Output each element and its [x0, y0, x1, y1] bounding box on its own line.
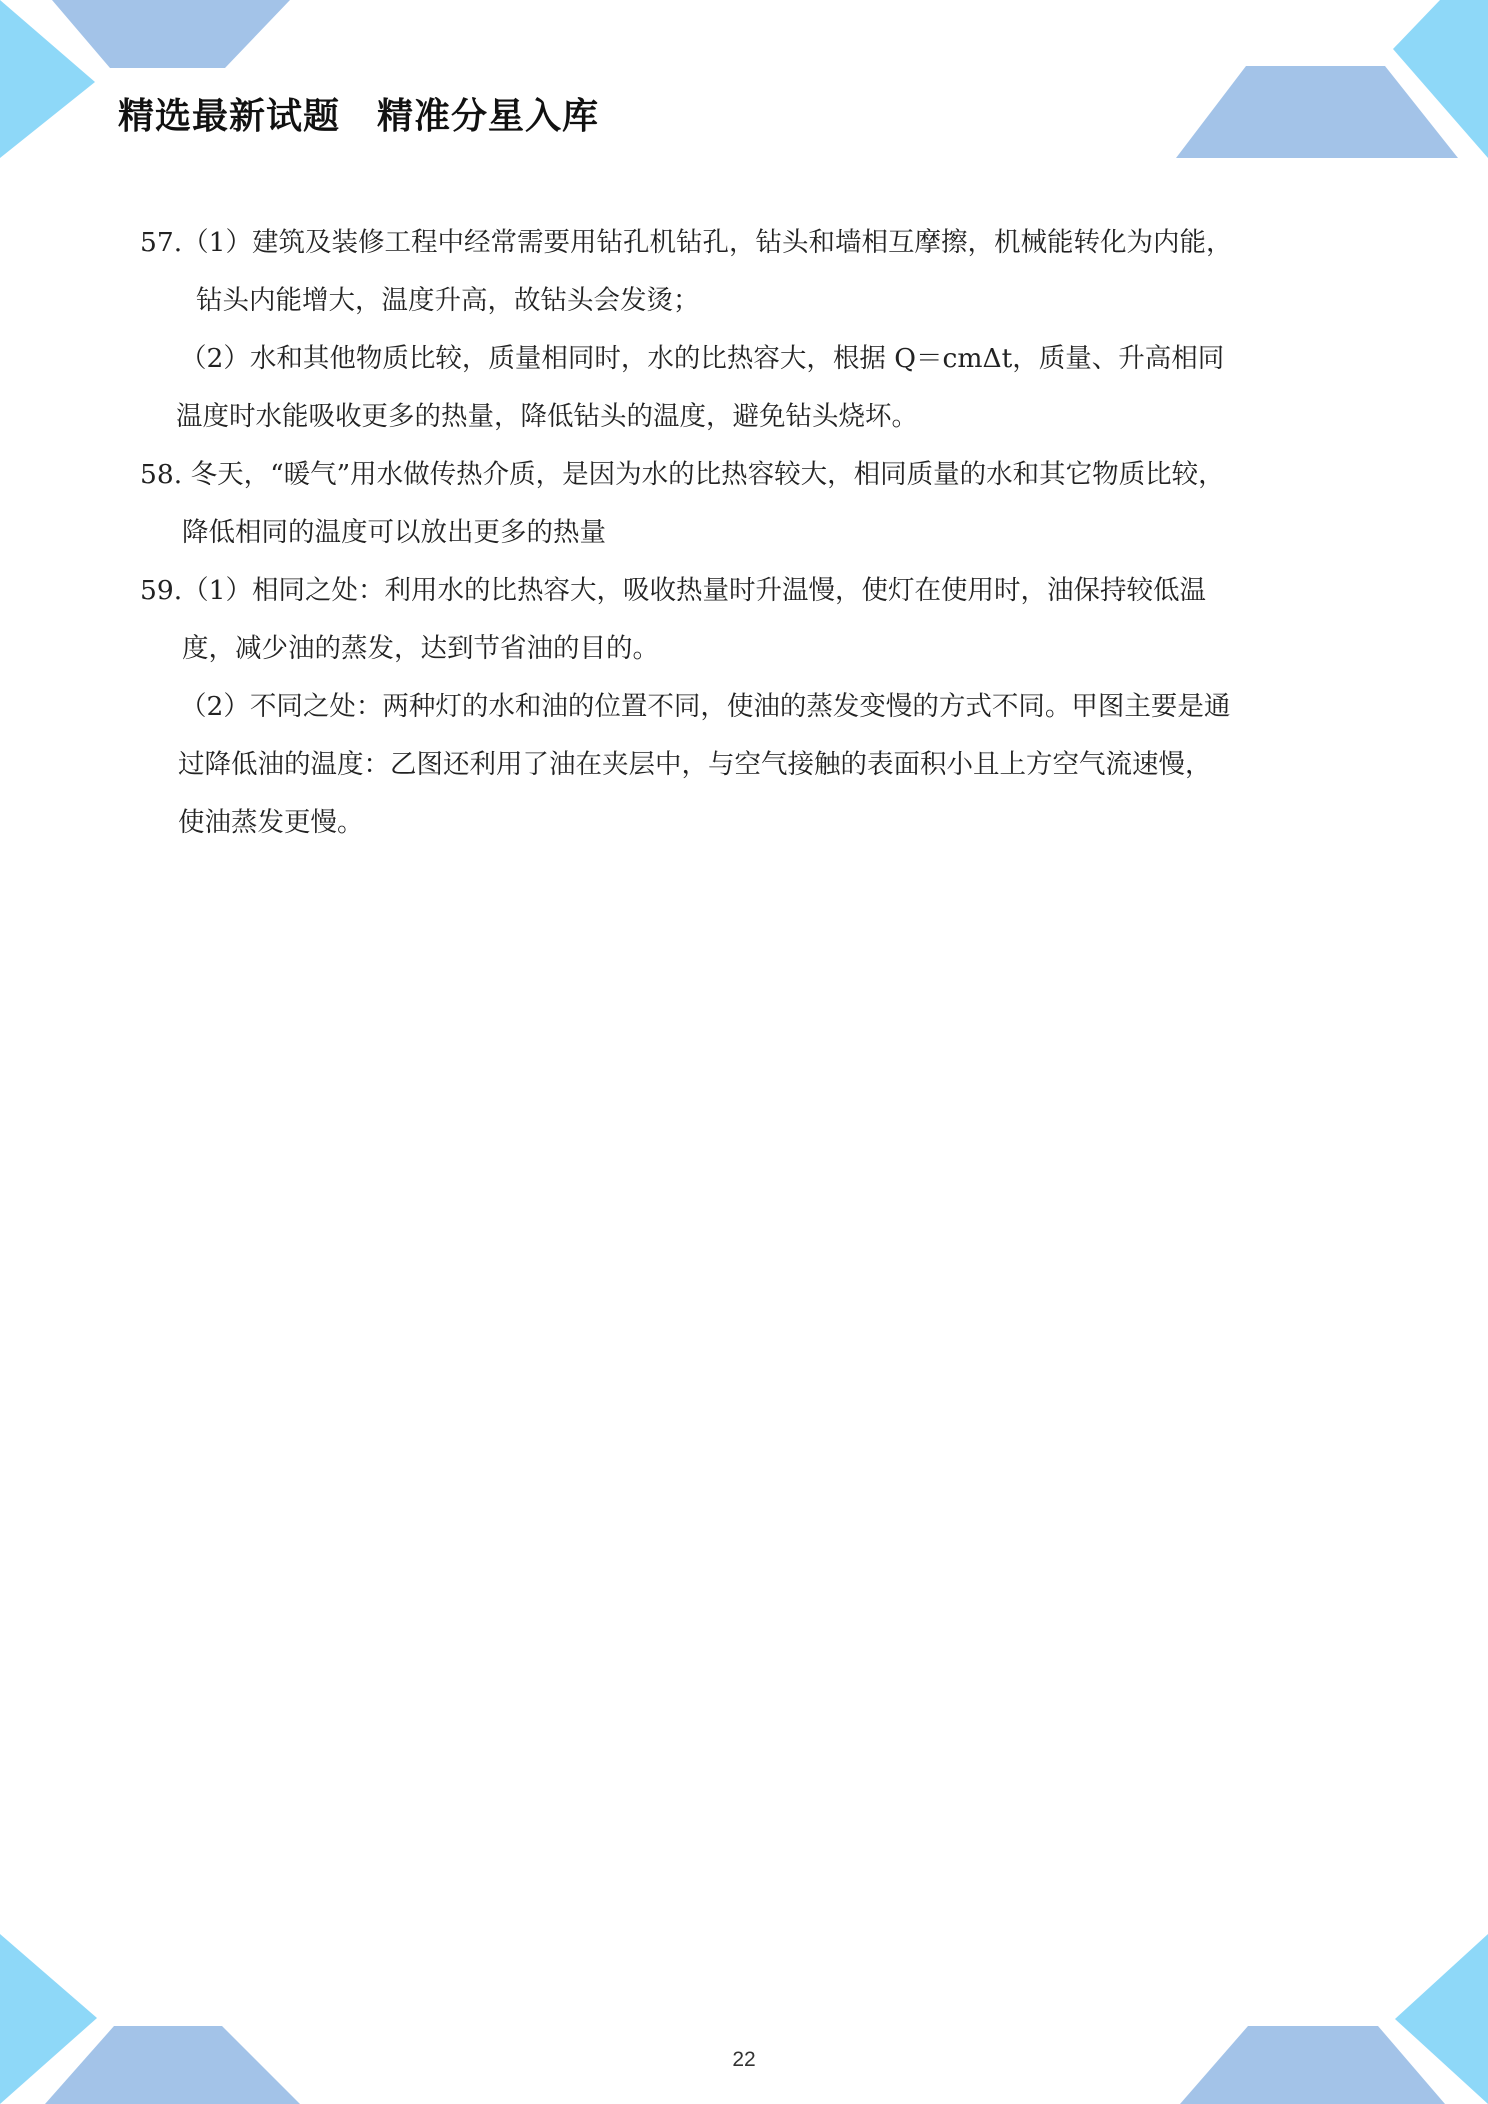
answer-line: 59.（1）相同之处：利用水的比热容大，吸收热量时升温慢，使灯在使用时，油保持较低温 [140, 575, 1207, 606]
answer-line: 钻头内能增大，温度升高，故钻头会发烫； [196, 285, 700, 316]
answer-line: 57.（1）建筑及装修工程中经常需要用钻孔机钻孔，钻头和墙相互摩擦，机械能转化为内能， [140, 227, 1233, 258]
answer-line: （2）水和其他物质比较，质量相同时，水的比热容大，根据 Q＝cmΔt，质量、升高相同 [180, 343, 1225, 374]
top-left-trapezoid-shape [52, 0, 290, 68]
answer-line: （2）不同之处：两种灯的水和油的位置不同，使油的蒸发变慢的方式不同。甲图主要是通 [180, 691, 1231, 722]
answer-line: 过降低油的温度：乙图还利用了油在夹层中，与空气接触的表面积小且上方空气流速慢， [178, 749, 1212, 780]
page-number: 22 [732, 2048, 756, 2071]
answer-line: 温度时水能吸收更多的热量，降低钻头的温度，避免钻头烧坏。 [176, 401, 918, 432]
answer-line: 度，减少油的蒸发，达到节省油的目的。 [182, 633, 659, 664]
top-right-trapezoid-shape [1176, 66, 1458, 158]
answer-59 [140, 562, 1355, 852]
answer-line: 使油蒸发更慢。 [178, 807, 364, 838]
answer-57 [140, 214, 1355, 446]
answer-line: 58. 冬天，“暖气”用水做传热介质，是因为水的比热容较大，相同质量的水和其它物质比较， [140, 459, 1225, 490]
header-title: 精选最新试题 精准分星入库 [118, 96, 600, 137]
answer-content [140, 214, 1355, 852]
answer-58 [140, 446, 1355, 562]
answer-line: 降低相同的温度可以放出更多的热量 [182, 517, 606, 548]
